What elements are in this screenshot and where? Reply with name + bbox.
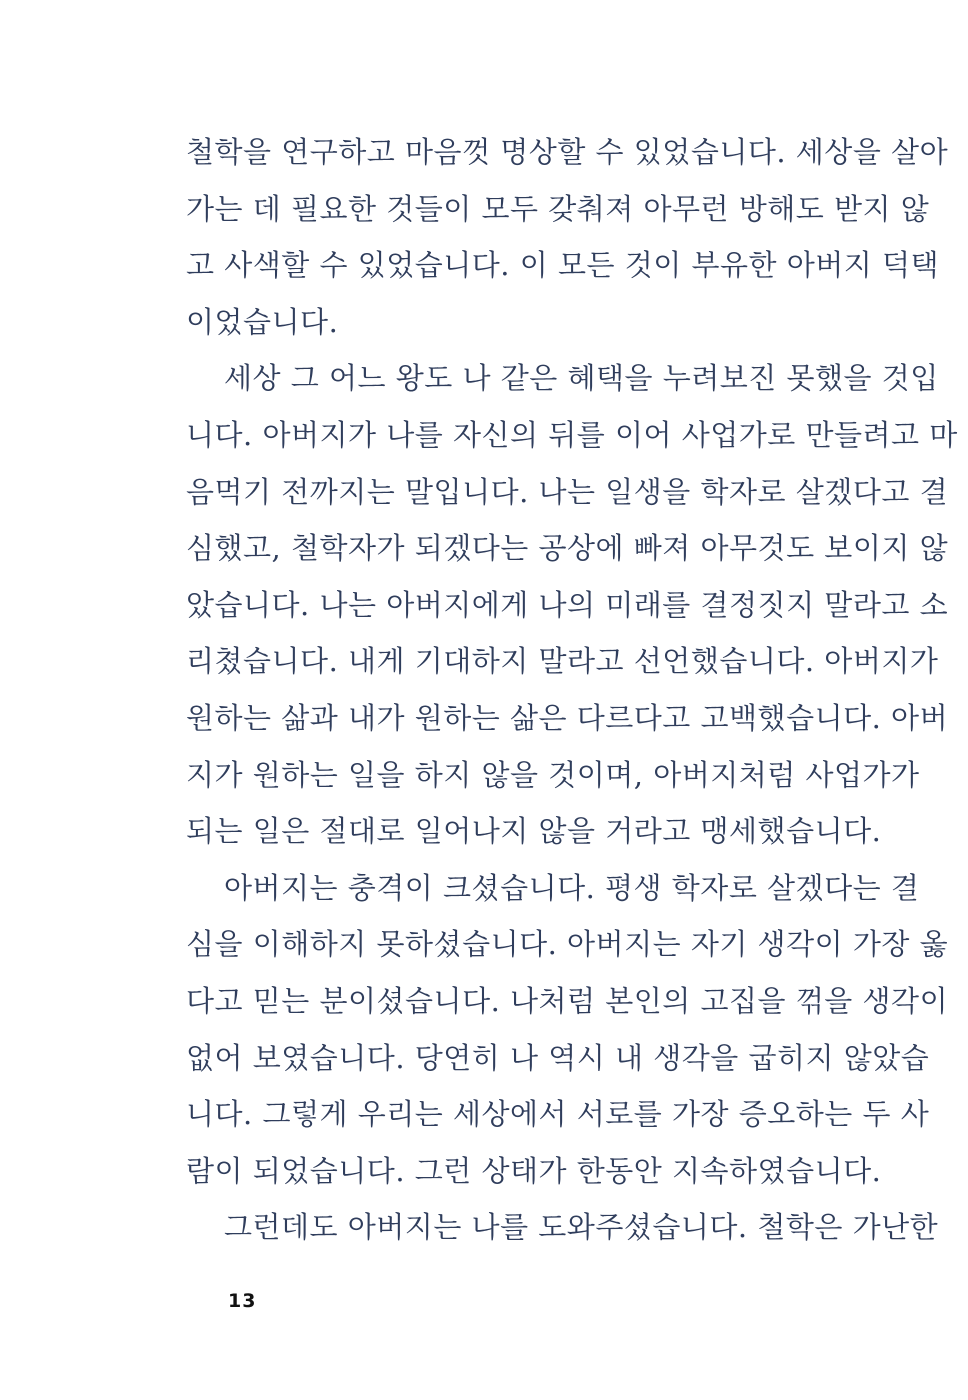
text-line: 았습니다. 나는 아버지에게 나의 미래를 결정짓지 말라고 소 [186, 587, 949, 622]
text-line: 심을 이해하지 못하셨습니다. 아버지는 자기 생각이 가장 옳 [186, 927, 949, 962]
text-line: 람이 되었습니다. 그런 상태가 한동안 지속하였습니다. [186, 1153, 882, 1188]
text-line: 심했고, 철학자가 되겠다는 공상에 빠져 아무것도 보이지 않 [186, 531, 949, 566]
body-text [186, 124, 958, 1256]
text-line: 가는 데 필요한 것들이 모두 갖춰져 아무런 방해도 받지 않 [186, 191, 930, 226]
text-line: 니다. 아버지가 나를 자신의 뒤를 이어 사업가로 만들려고 마 [186, 417, 958, 452]
text-line: 철학을 연구하고 마음껏 명상할 수 있었습니다. 세상을 살아 [186, 135, 949, 169]
text-line: 리쳤습니다. 내게 기대하지 말라고 선언했습니다. 아버지가 [186, 644, 939, 679]
text-line: 음먹기 전까지는 말입니다. 나는 일생을 학자로 살겠다고 결 [186, 474, 949, 509]
text-line-paragraph-start: 세상 그 어느 왕도 나 같은 혜택을 누려보진 못했을 것입 [224, 361, 939, 396]
text-line: 되는 일은 절대로 일어나지 않을 거라고 맹세했습니다. [186, 814, 882, 849]
page-number: 13 [228, 1290, 257, 1312]
text-line: 없어 보였습니다. 당연히 나 역시 내 생각을 굽히지 않았습 [186, 1040, 930, 1075]
text-line: 고 사색할 수 있었습니다. 이 모든 것이 부유한 아버지 덕택 [186, 248, 940, 283]
text-line: 원하는 삶과 내가 원하는 삶은 다르다고 고백했습니다. 아버 [186, 700, 949, 735]
text-line: 지가 원하는 일을 하지 않을 것이며, 아버지처럼 사업가가 [186, 757, 920, 792]
text-line: 다고 믿는 분이셨습니다. 나처럼 본인의 고집을 꺾을 생각이 [186, 983, 949, 1018]
text-line-paragraph-start: 아버지는 충격이 크셨습니다. 평생 학자로 살겠다는 결 [224, 870, 920, 905]
text-line-paragraph-start: 그런데도 아버지는 나를 도와주셨습니다. 철학은 가난한 [224, 1210, 939, 1245]
text-line: 니다. 그렇게 우리는 세상에서 서로를 가장 증오하는 두 사 [186, 1097, 930, 1132]
text-line: 이었습니다. [186, 304, 339, 339]
